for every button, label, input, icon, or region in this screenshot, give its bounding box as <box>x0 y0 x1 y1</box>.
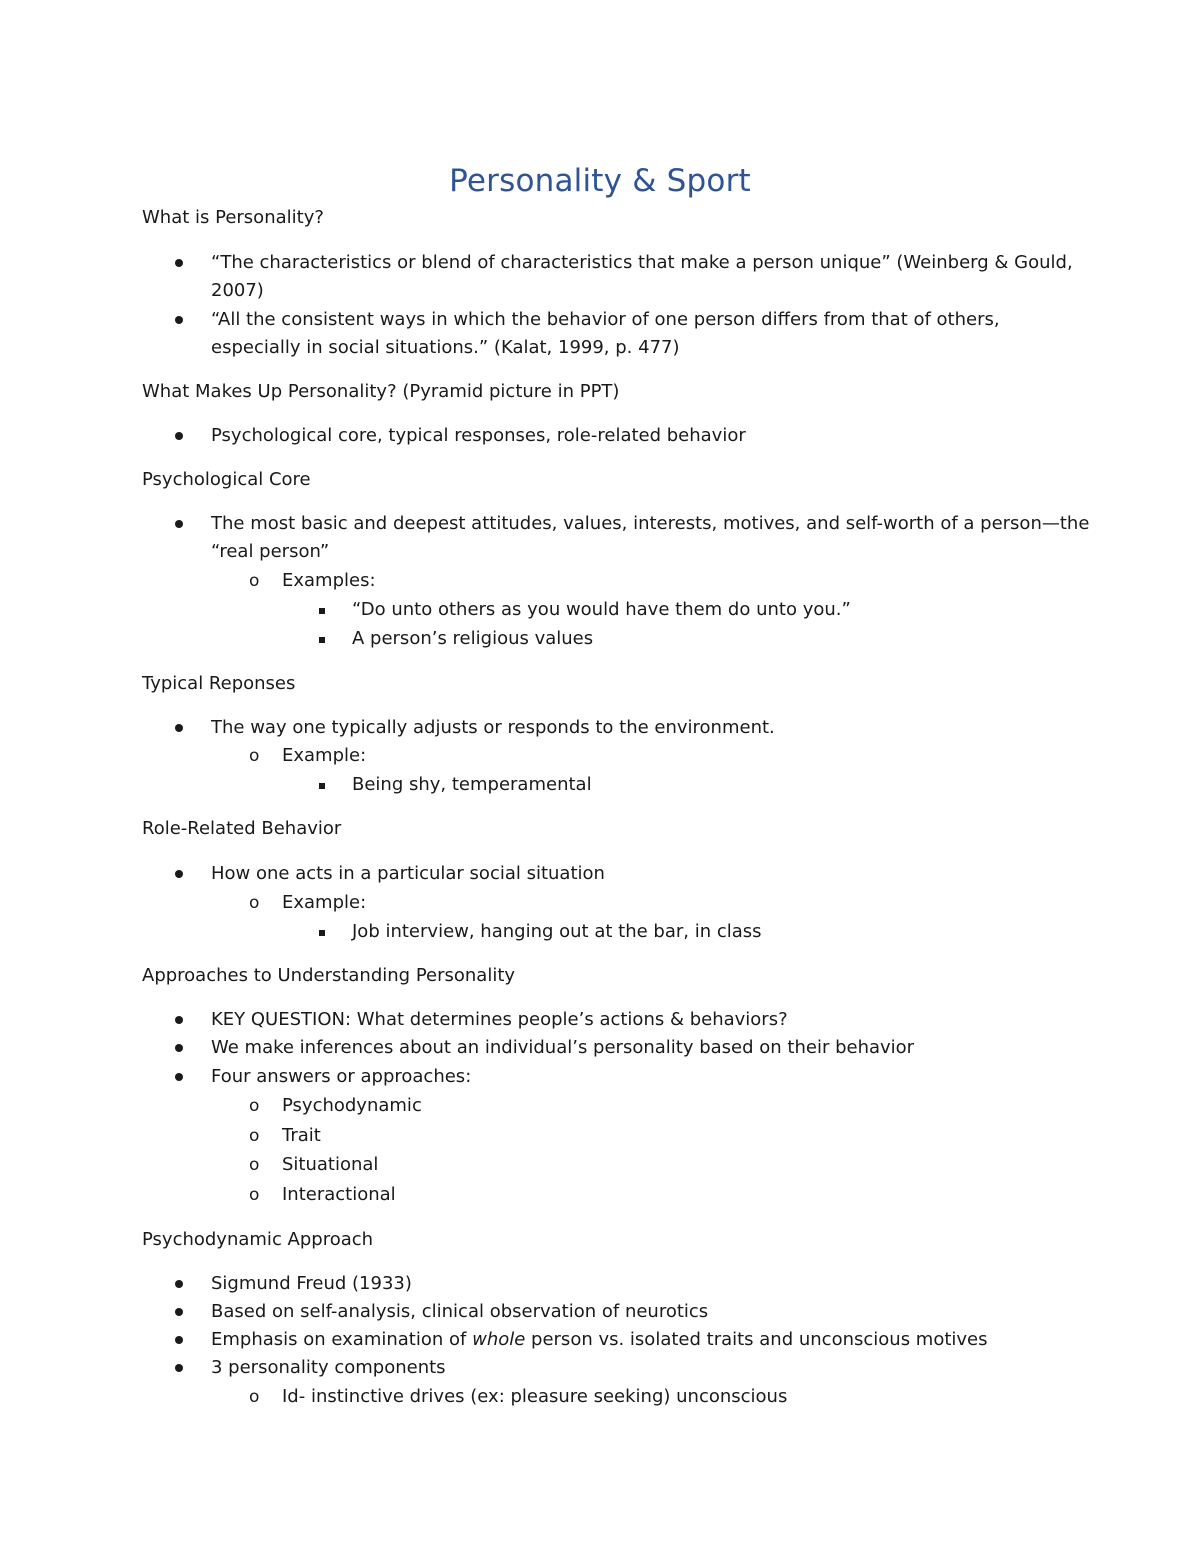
example-shy: Being shy, temperamental <box>352 774 592 795</box>
example-religious-values: A person’s religious values <box>352 628 594 649</box>
emphasis-text-post: person vs. isolated traits and unconscious motives <box>525 1329 988 1350</box>
bullet-square-icon <box>319 637 325 643</box>
bullet-circle-icon: o <box>249 746 260 766</box>
approach-interactional: Interactional <box>282 1184 396 1205</box>
bullet-disc-icon <box>175 724 183 732</box>
sub-bullet-example: Example: <box>282 745 367 766</box>
bullet-disc-icon <box>175 432 183 440</box>
bullet-disc-icon <box>175 259 183 267</box>
bullet-disc-icon <box>175 520 183 528</box>
bullet-square-icon <box>319 783 325 789</box>
bullet-four-answers: Four answers or approaches: <box>211 1066 472 1087</box>
bullet-disc-icon <box>175 1336 183 1344</box>
bullet-emphasis <box>211 1326 988 1354</box>
bullet-disc-icon <box>175 1016 183 1024</box>
approach-trait: Trait <box>282 1125 321 1146</box>
heading-psychological-core: Psychological Core <box>142 469 311 490</box>
approach-situational: Situational <box>282 1154 379 1175</box>
bullet-core-definition-cont: “real person” <box>211 541 330 562</box>
bullet-definition-1-cont: 2007) <box>211 280 264 301</box>
heading-what-makes-up: What Makes Up Personality? (Pyramid picture in PPT) <box>142 381 620 402</box>
approach-psychodynamic: Psychodynamic <box>282 1095 422 1116</box>
bullet-definition-1: “The characteristics or blend of characteristics that make a person unique” (Weinberg & Gould, <box>211 252 1073 273</box>
bullet-freud: Sigmund Freud (1933) <box>211 1273 412 1294</box>
heading-what-is-personality: What is Personality? <box>142 207 324 228</box>
bullet-disc-icon <box>175 1308 183 1316</box>
bullet-key-question: KEY QUESTION: What determines people’s actions & behaviors? <box>211 1009 788 1030</box>
example-job-interview: Job interview, hanging out at the bar, in class <box>352 921 762 942</box>
bullet-square-icon <box>319 608 325 614</box>
bullet-definition-2: “All the consistent ways in which the behavior of one person differs from that of others, <box>211 309 1000 330</box>
emphasis-text-pre: Emphasis on examination of <box>211 1329 473 1350</box>
bullet-role-definition: How one acts in a particular social situation <box>211 863 605 884</box>
bullet-circle-icon: o <box>249 571 260 591</box>
bullet-disc-icon <box>175 870 183 878</box>
heading-role-related: Role-Related Behavior <box>142 818 342 839</box>
bullet-disc-icon <box>175 316 183 324</box>
heading-typical-responses: Typical Reponses <box>142 673 296 694</box>
bullet-circle-icon: o <box>249 1096 260 1116</box>
bullet-typical-definition: The way one typically adjusts or responds to the environment. <box>211 717 775 738</box>
bullet-square-icon <box>319 930 325 936</box>
bullet-self-analysis: Based on self-analysis, clinical observation of neurotics <box>211 1301 709 1322</box>
bullet-disc-icon <box>175 1044 183 1052</box>
bullet-disc-icon <box>175 1364 183 1372</box>
heading-approaches: Approaches to Understanding Personality <box>142 965 516 986</box>
bullet-inferences: We make inferences about an individual’s personality based on their behavior <box>211 1037 915 1058</box>
bullet-definition-2-cont: especially in social situations.” (Kalat, 1999, p. 477) <box>211 337 680 358</box>
sub-bullet-examples: Examples: <box>282 570 376 591</box>
bullet-circle-icon: o <box>249 1155 260 1175</box>
bullet-circle-icon: o <box>249 1185 260 1205</box>
bullet-disc-icon <box>175 1073 183 1081</box>
bullet-circle-icon: o <box>249 893 260 913</box>
bullet-disc-icon <box>175 1280 183 1288</box>
bullet-circle-icon: o <box>249 1387 260 1407</box>
bullet-circle-icon: o <box>249 1126 260 1146</box>
emphasis-text-italic: whole <box>472 1329 526 1350</box>
component-id: Id- instinctive drives (ex: pleasure seeking) unconscious <box>282 1386 788 1407</box>
example-golden-rule: “Do unto others as you would have them do unto you.” <box>352 599 851 620</box>
bullet-three-components: 3 personality components <box>211 1357 446 1378</box>
document-title: Personality & Sport <box>449 163 751 199</box>
bullet-components: Psychological core, typical responses, role-related behavior <box>211 425 746 446</box>
sub-bullet-example: Example: <box>282 892 367 913</box>
heading-psychodynamic: Psychodynamic Approach <box>142 1229 374 1250</box>
bullet-core-definition: The most basic and deepest attitudes, values, interests, motives, and self-worth of a person—the <box>211 513 1090 534</box>
